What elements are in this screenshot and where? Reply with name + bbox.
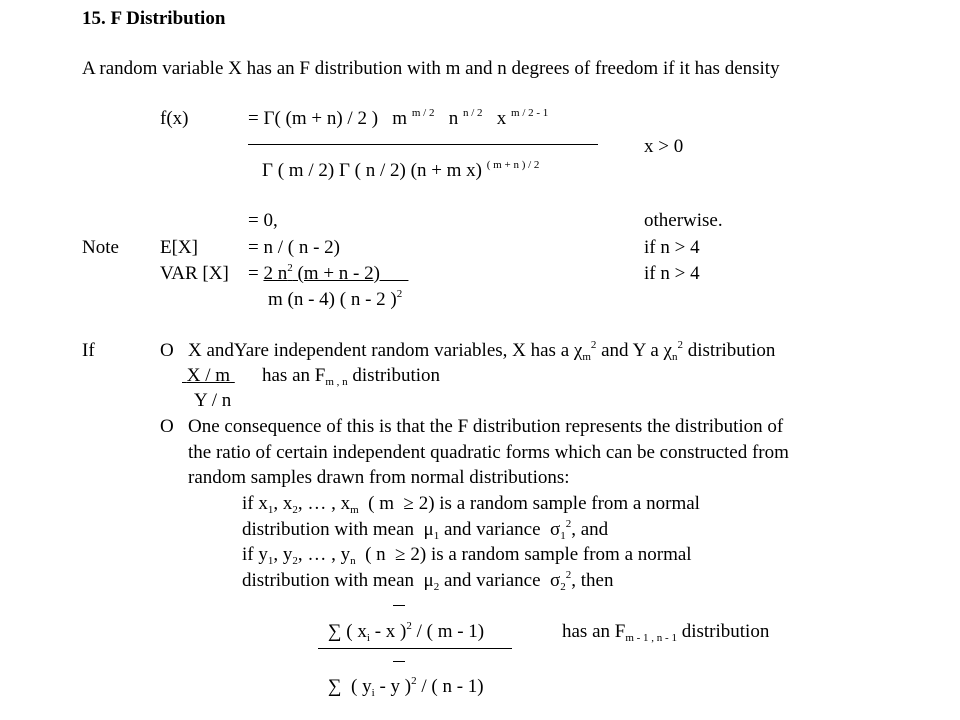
variance-numerator-underlined: 2 $n^2$ (m + n - 2) — [263, 262, 380, 284]
density-denominator: Γ ( m / 2) Γ ( n / 2) (n + m x) $^{( m + n ) / 2}$ — [262, 159, 540, 181]
bullet-1-text: X andYare independent random variables, X has a $\chi_m^2$ and Y a $\chi_n^2$ distribution — [188, 339, 776, 363]
f-ratio-numerator: ∑ ( $x_i$ - x )$^2$ / ( m - 1) — [328, 620, 485, 644]
y-bar-overline — [393, 661, 405, 662]
variance-denominator: m (n - 4) ( n - 2 )$^2$ — [268, 288, 403, 310]
variance-numerator: = 2 $n^2$ (m + n - 2) — [248, 263, 408, 285]
sample-y-line-1: if $y_1$, $y_2$, … , $y_n$ ( n ≥ 2) is a random sample from a normal — [242, 544, 692, 567]
mean-condition: if n > 4 — [644, 237, 700, 258]
density-otherwise-label: otherwise. — [644, 210, 723, 231]
mean-rhs: = n / ( n - 2) — [248, 237, 340, 258]
density-fraction-bar — [248, 144, 598, 145]
ratio-numerator: X / m — [186, 365, 231, 386]
mean-lhs: E[X] — [160, 237, 198, 258]
intro-text: A random variable X has an F distribution with m and n degrees of freedom if it has density — [82, 58, 780, 79]
variance-lhs: VAR [X] — [160, 263, 229, 284]
f-ratio-result: has an $F_{m - 1 , n - 1}$ distribution — [562, 621, 770, 644]
f-ratio-denominator: ∑ ( $y_i$ - y )$^2$ / ( n - 1) — [328, 675, 484, 699]
density-numerator: = Γ( (m + n) / 2 ) m $^{m / 2}$ n $^{n / 2}$ x $^{m / 2 - 1}$ — [248, 107, 549, 129]
page-title: 15. F Distribution — [82, 8, 226, 29]
f-ratio-fraction-bar — [318, 648, 512, 649]
bullet-2-line-2: the ratio of certain independent quadratic forms which can be constructed from — [188, 442, 789, 463]
density-otherwise-value: = 0, — [248, 210, 278, 231]
if-label: If — [82, 340, 95, 361]
bullet-2-line-1: One consequence of this is that the F distribution represents the distribution of — [188, 416, 784, 437]
bullet-2-marker: O — [160, 416, 174, 437]
bullet-2-line-3: random samples drawn from normal distributions: — [188, 467, 570, 488]
bullet-1-marker: O — [160, 340, 174, 361]
ratio-result: has an $F_{m , n}$ distribution — [262, 365, 441, 388]
sample-x-line-2: distribution with mean $\mu_1$ and variance $\sigma_1^2$, and — [242, 518, 609, 542]
sample-x-line-1: if $x_1$, $x_2$, … , $x_m$ ( m ≥ 2) is a random sample from a normal — [242, 493, 700, 516]
density-condition: x > 0 — [644, 136, 684, 157]
sample-y-line-2: distribution with mean $\mu_2$ and variance $\sigma_2^2$, then — [242, 569, 614, 593]
ratio-denominator: Y / n — [194, 390, 232, 411]
x-bar-overline — [393, 605, 405, 606]
density-lhs: f(x) — [160, 108, 189, 129]
note-label: Note — [82, 237, 119, 258]
variance-condition: if n > 4 — [644, 263, 700, 284]
